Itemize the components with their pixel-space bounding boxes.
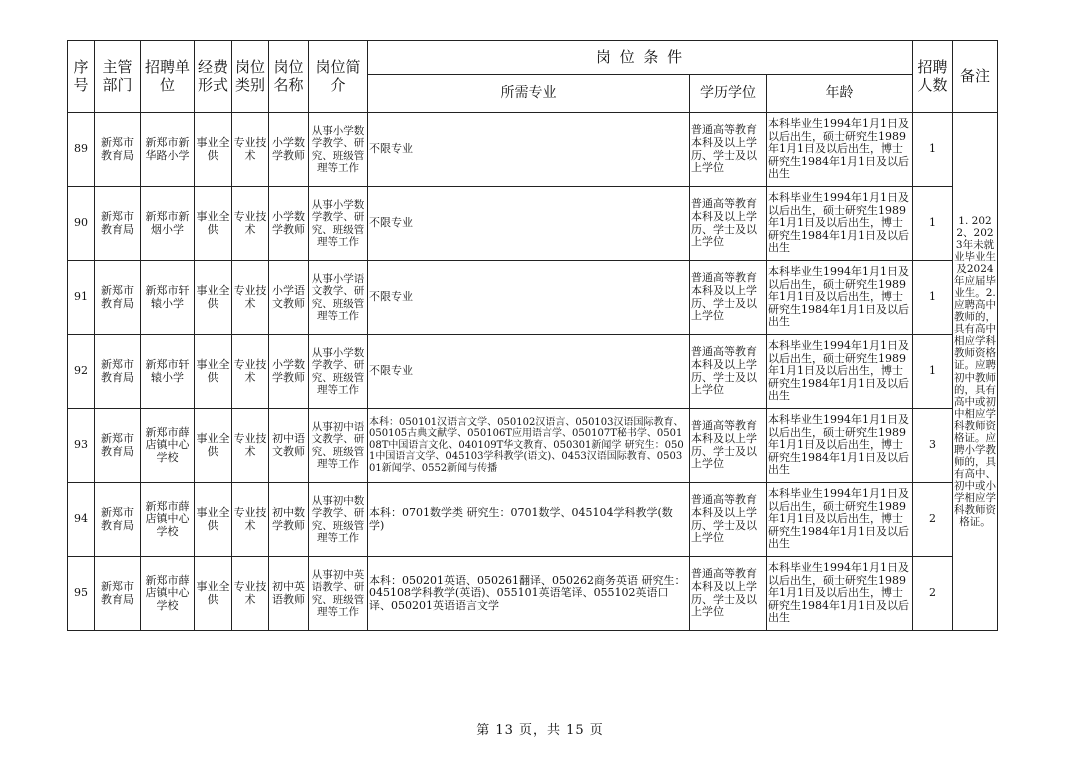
row-fund: 事业全供 <box>195 335 232 409</box>
table-row <box>68 261 998 335</box>
row-unit: 新郑市新烟小学 <box>141 187 195 261</box>
row-age: 本科毕业生1994年1月1日及以后出生，硕士研究生1989年1月1日及以后出生，博士研究生1984年1月1日及以后出生 <box>767 335 913 409</box>
row-unit: 新郑市轩辕小学 <box>141 335 195 409</box>
row-fund: 事业全供 <box>195 557 232 631</box>
row-count: 1 <box>913 187 953 261</box>
row-no: 89 <box>68 113 95 187</box>
row-fund: 事业全供 <box>195 261 232 335</box>
row-count: 3 <box>913 409 953 483</box>
header-name: 岗位名称 <box>269 41 309 113</box>
row-no: 92 <box>68 335 95 409</box>
row-no: 93 <box>68 409 95 483</box>
row-age: 本科毕业生1994年1月1日及以后出生，硕士研究生1989年1月1日及以后出生，博士研究生1984年1月1日及以后出生 <box>767 483 913 557</box>
notes-cell: 1. 2022、2023年未就业毕业生及2024年应届毕业生。2. 应聘高中教师的，具有高中相应学科教师资格证。应聘初中教师的，具有高中或初中相应学科教师资格证。应聘小学教师的，具有高中、初中或小学相应学科教师资格证。 <box>953 113 998 631</box>
row-fund: 事业全供 <box>195 187 232 261</box>
row-no: 94 <box>68 483 95 557</box>
header-unit: 招聘单位 <box>141 41 195 113</box>
row-major: 不限专业 <box>368 113 690 187</box>
header-no: 序号 <box>68 41 95 113</box>
row-fund: 事业全供 <box>195 483 232 557</box>
row-name: 初中语文教师 <box>269 409 309 483</box>
row-name: 初中英语教师 <box>269 557 309 631</box>
row-dept: 新郑市教育局 <box>95 113 141 187</box>
row-degree: 普通高等教育本科及以上学历、学士及以上学位 <box>690 261 767 335</box>
row-intro: 从事小学语文教学、研究、班级管理等工作 <box>309 261 368 335</box>
row-name: 小学数学教师 <box>269 335 309 409</box>
table-row <box>68 335 998 409</box>
table-row <box>68 187 998 261</box>
row-dept: 新郑市教育局 <box>95 483 141 557</box>
row-degree: 普通高等教育本科及以上学历、学士及以上学位 <box>690 113 767 187</box>
row-intro: 从事小学数学教学、研究、班级管理等工作 <box>309 335 368 409</box>
table-row <box>68 409 998 483</box>
row-name: 小学数学教师 <box>269 113 309 187</box>
row-type: 专业技术 <box>232 557 269 631</box>
header-type: 岗位类别 <box>232 41 269 113</box>
row-age: 本科毕业生1994年1月1日及以后出生，硕士研究生1989年1月1日及以后出生，博士研究生1984年1月1日及以后出生 <box>767 187 913 261</box>
row-major: 不限专业 <box>368 187 690 261</box>
row-no: 91 <box>68 261 95 335</box>
row-count: 2 <box>913 483 953 557</box>
row-unit: 新郑市新华路小学 <box>141 113 195 187</box>
header-conditions: 岗 位 条 件 <box>368 41 913 75</box>
header-dept: 主管部门 <box>95 41 141 113</box>
row-dept: 新郑市教育局 <box>95 557 141 631</box>
row-unit: 新郑市薛店镇中心学校 <box>141 409 195 483</box>
row-name: 初中数学教师 <box>269 483 309 557</box>
row-count: 1 <box>913 261 953 335</box>
row-intro: 从事初中英语教学、研究、班级管理等工作 <box>309 557 368 631</box>
row-dept: 新郑市教育局 <box>95 187 141 261</box>
row-fund: 事业全供 <box>195 409 232 483</box>
row-unit: 新郑市薛店镇中心学校 <box>141 483 195 557</box>
row-major: 本科：050101汉语言文学、050102汉语言、050103汉语国际教育、050105古典文献学、050106T应用语言学、050107T秘书学、050108T中国语言文化、040109T华文教育、050301新闻学 研究生：0501中国语言文学、045103学科教学(语文)、0453汉语国际教育、050301新闻学、0552新闻与传播 <box>368 409 690 483</box>
row-count: 2 <box>913 557 953 631</box>
row-dept: 新郑市教育局 <box>95 335 141 409</box>
row-name: 小学数学教师 <box>269 187 309 261</box>
row-type: 专业技术 <box>232 483 269 557</box>
row-major: 本科：0701数学类 研究生：0701数学、045104学科教学(数学) <box>368 483 690 557</box>
row-type: 专业技术 <box>232 335 269 409</box>
row-degree: 普通高等教育本科及以上学历、学士及以上学位 <box>690 557 767 631</box>
row-degree: 普通高等教育本科及以上学历、学士及以上学位 <box>690 409 767 483</box>
header-note: 备注 <box>953 41 998 113</box>
row-name: 小学语文教师 <box>269 261 309 335</box>
row-degree: 普通高等教育本科及以上学历、学士及以上学位 <box>690 483 767 557</box>
table-row <box>68 557 998 631</box>
header-count: 招聘人数 <box>913 41 953 113</box>
row-unit: 新郑市轩辕小学 <box>141 261 195 335</box>
row-type: 专业技术 <box>232 113 269 187</box>
row-dept: 新郑市教育局 <box>95 261 141 335</box>
row-no: 95 <box>68 557 95 631</box>
row-intro: 从事初中数学教学、研究、班级管理等工作 <box>309 483 368 557</box>
row-intro: 从事小学数学教学、研究、班级管理等工作 <box>309 113 368 187</box>
header-major: 所需专业 <box>368 75 690 113</box>
page-footer: 第 13 页，共 15 页 <box>476 723 604 738</box>
row-type: 专业技术 <box>232 261 269 335</box>
row-count: 1 <box>913 113 953 187</box>
row-major: 不限专业 <box>368 335 690 409</box>
row-major: 本科：050201英语、050261翻译、050262商务英语 研究生：045108学科教学(英语)、055101英语笔译、055102英语口译、050201英语语言文学 <box>368 557 690 631</box>
row-degree: 普通高等教育本科及以上学历、学士及以上学位 <box>690 335 767 409</box>
recruitment-table <box>67 40 998 631</box>
row-age: 本科毕业生1994年1月1日及以后出生，硕士研究生1989年1月1日及以后出生，博士研究生1984年1月1日及以后出生 <box>767 409 913 483</box>
row-count: 1 <box>913 335 953 409</box>
row-intro: 从事初中语文教学、研究、班级管理等工作 <box>309 409 368 483</box>
table-row <box>68 113 998 187</box>
table-row <box>68 483 998 557</box>
table-body <box>68 113 998 631</box>
row-fund: 事业全供 <box>195 113 232 187</box>
header-age: 年龄 <box>767 75 913 113</box>
row-no: 90 <box>68 187 95 261</box>
header-degree: 学历学位 <box>690 75 767 113</box>
row-type: 专业技术 <box>232 187 269 261</box>
row-age: 本科毕业生1994年1月1日及以后出生，硕士研究生1989年1月1日及以后出生，博士研究生1984年1月1日及以后出生 <box>767 557 913 631</box>
row-intro: 从事小学数学教学、研究、班级管理等工作 <box>309 187 368 261</box>
row-age: 本科毕业生1994年1月1日及以后出生，硕士研究生1989年1月1日及以后出生，博士研究生1984年1月1日及以后出生 <box>767 113 913 187</box>
row-dept: 新郑市教育局 <box>95 409 141 483</box>
header-intro: 岗位简介 <box>309 41 368 113</box>
row-degree: 普通高等教育本科及以上学历、学士及以上学位 <box>690 187 767 261</box>
row-type: 专业技术 <box>232 409 269 483</box>
header-fund: 经费形式 <box>195 41 232 113</box>
row-major: 不限专业 <box>368 261 690 335</box>
row-unit: 新郑市薛店镇中心学校 <box>141 557 195 631</box>
row-age: 本科毕业生1994年1月1日及以后出生，硕士研究生1989年1月1日及以后出生，博士研究生1984年1月1日及以后出生 <box>767 261 913 335</box>
